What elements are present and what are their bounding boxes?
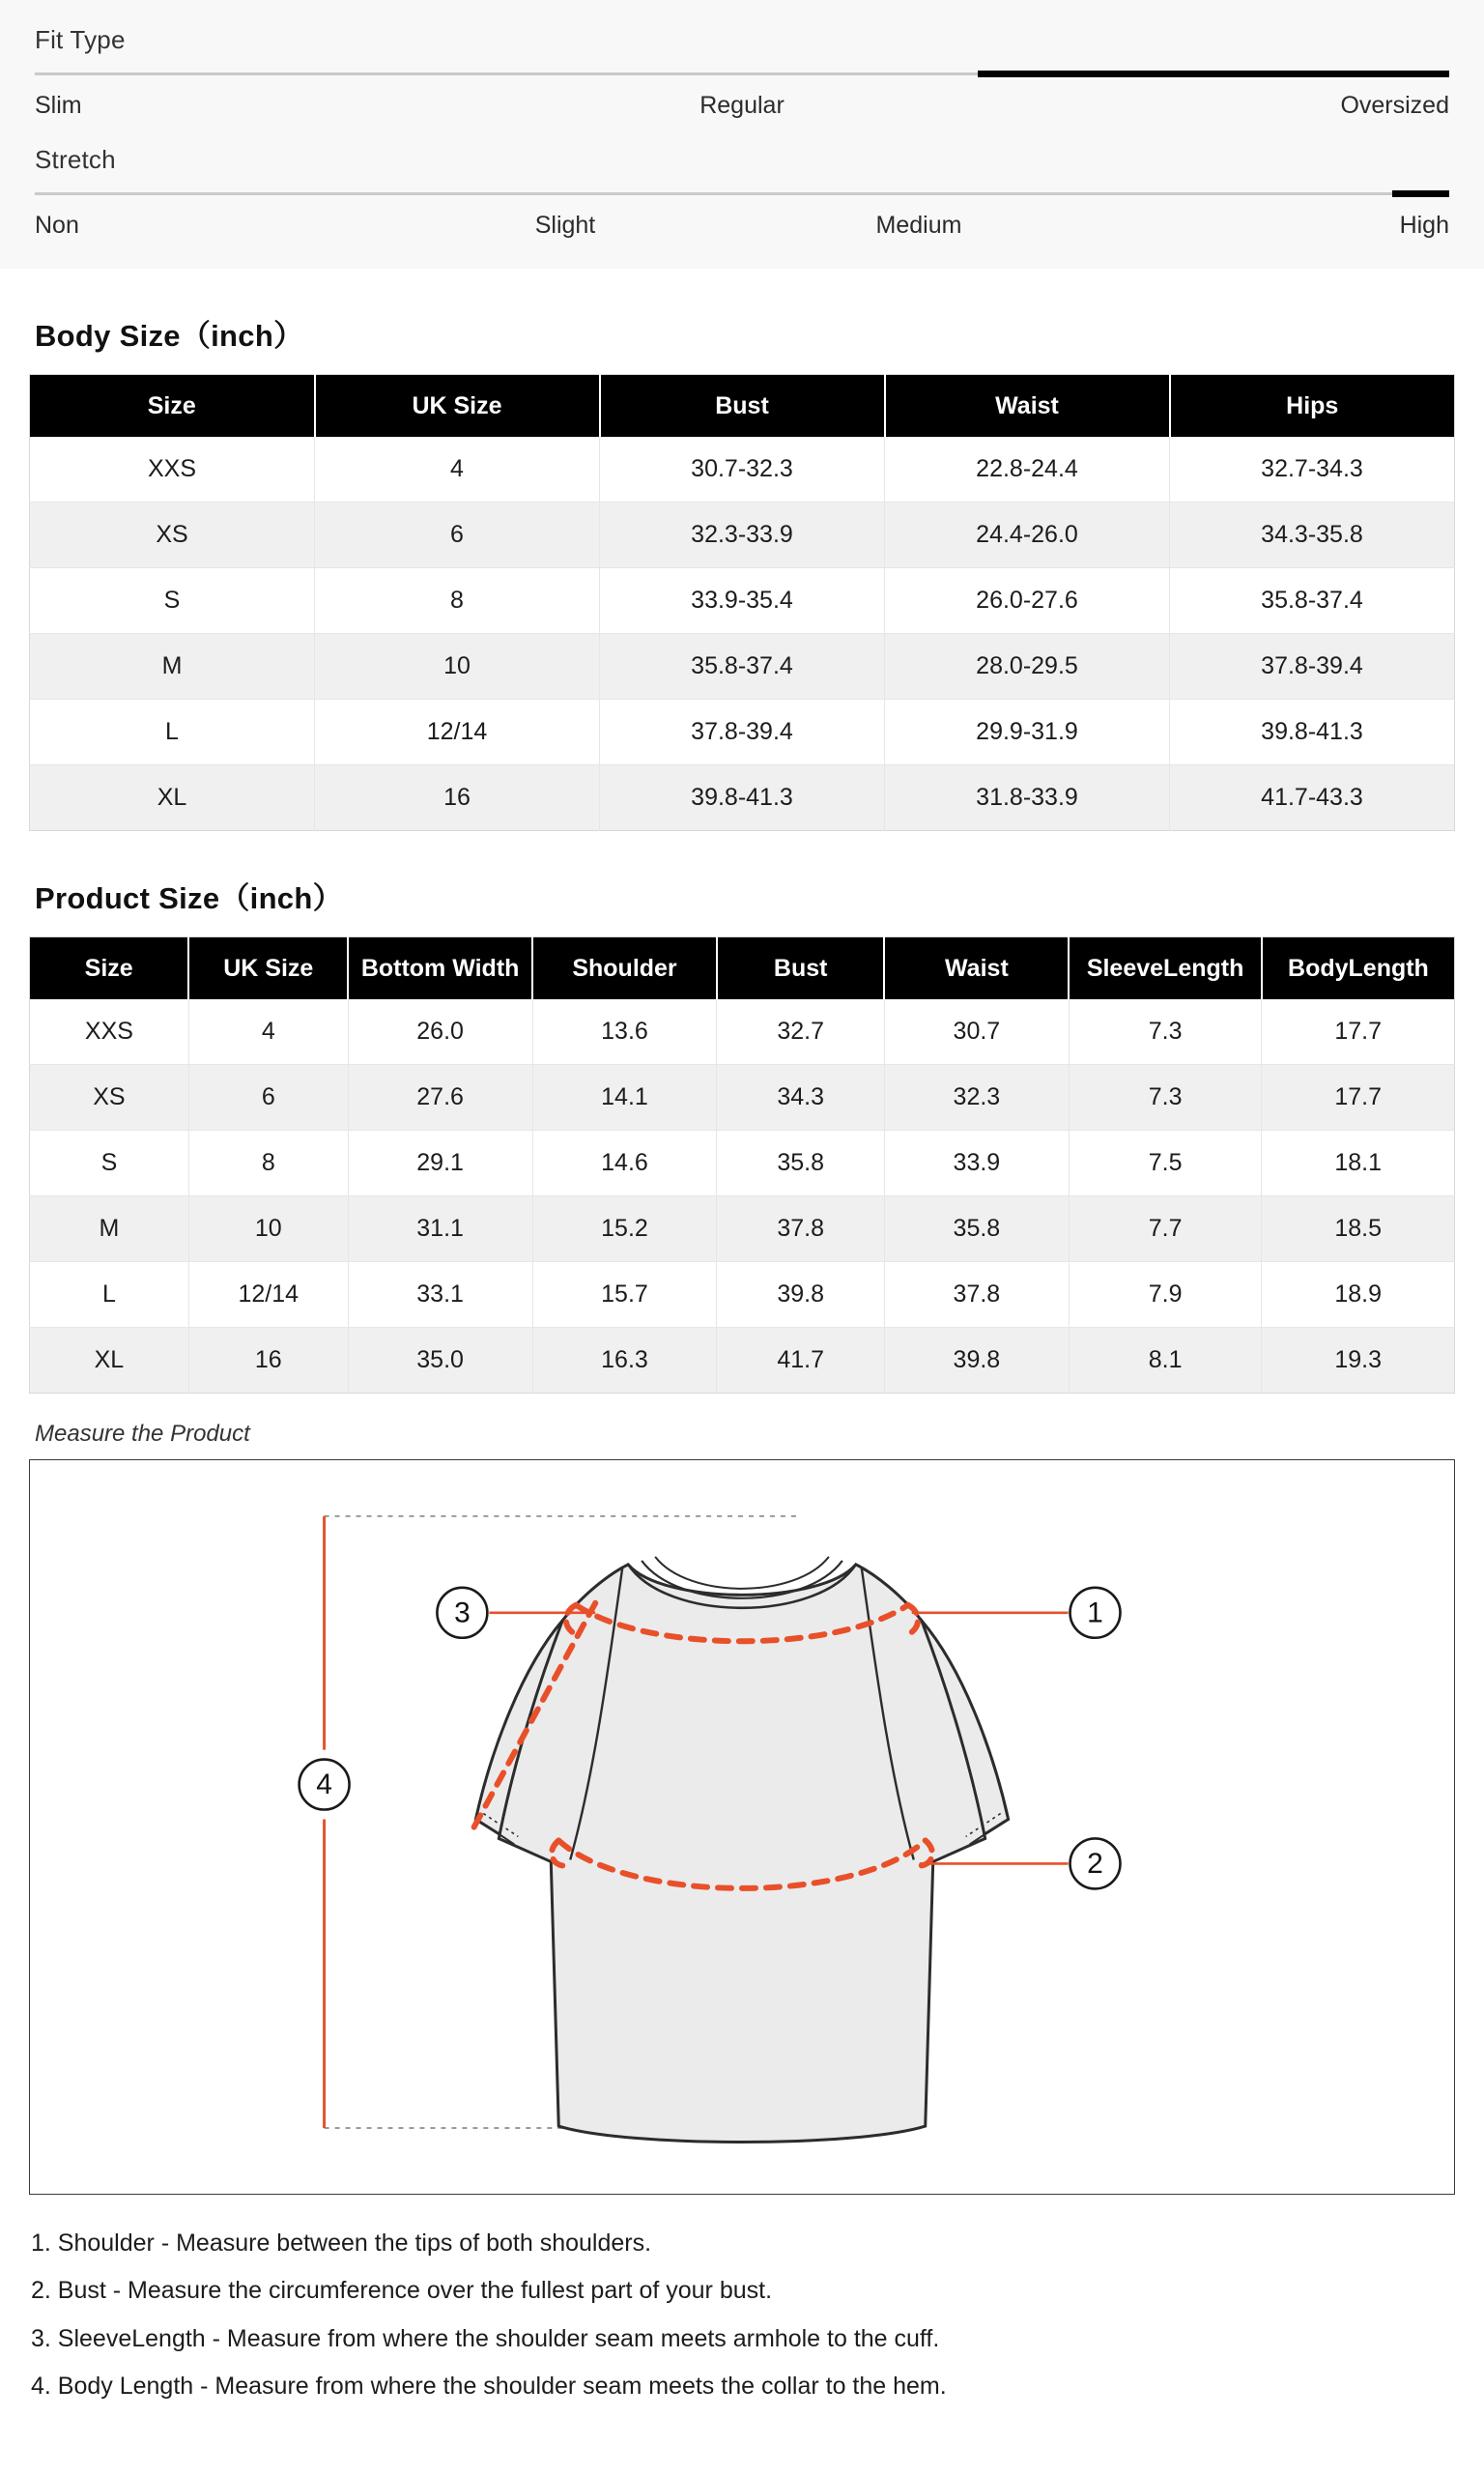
- column-header-size: Size: [30, 937, 189, 1000]
- column-header-shoulder: Shoulder: [532, 937, 717, 1000]
- cell-value: 22.8-24.4: [885, 437, 1170, 503]
- cell-value: 39.8: [717, 1262, 885, 1328]
- cell-value: 18.9: [1262, 1262, 1455, 1328]
- cell-value: 35.8: [884, 1196, 1069, 1262]
- cell-value: 39.8-41.3: [600, 765, 885, 831]
- callout-2-label: 2: [1087, 1847, 1103, 1880]
- stretch-track[interactable]: [35, 192, 1449, 195]
- measurement-note-1: 1. Shoulder - Measure between the tips of both shoulders.: [31, 2229, 652, 2257]
- measurement-note-4: 4. Body Length - Measure from where the shoulder seam meets the collar to the hem.: [31, 2373, 947, 2401]
- fit-type-option-oversized[interactable]: Oversized: [1340, 92, 1449, 119]
- callout-3-label: 3: [454, 1597, 471, 1629]
- cell-value: 8.1: [1069, 1328, 1262, 1394]
- callout-2: [1070, 1838, 1121, 1888]
- cell-value: 7.7: [1069, 1196, 1262, 1262]
- cell-value: 28.0-29.5: [885, 634, 1170, 700]
- cell-value: 34.3: [717, 1065, 885, 1131]
- cell-value: 12/14: [315, 700, 600, 765]
- cell-value: 18.5: [1262, 1196, 1455, 1262]
- cell-value: 24.4-26.0: [885, 503, 1170, 568]
- fit-group-fit-type: [35, 25, 1449, 120]
- cell-value: 13.6: [532, 999, 717, 1065]
- measurement-instructions: [0, 2195, 1484, 2440]
- cell-size: XXS: [30, 437, 315, 503]
- table-row: [30, 1328, 1455, 1394]
- cell-value: 37.8-39.4: [1170, 634, 1455, 700]
- column-header-waist: Waist: [884, 937, 1069, 1000]
- body-size-table-wrap: [0, 374, 1484, 831]
- cell-value: 26.0-27.6: [885, 568, 1170, 634]
- cell-value: 4: [188, 999, 348, 1065]
- cell-value: 8: [315, 568, 600, 634]
- garment-illustration: [30, 1460, 1454, 2194]
- table-row: [30, 1196, 1455, 1262]
- cell-size: XS: [30, 503, 315, 568]
- cell-value: 16: [315, 765, 600, 831]
- column-header-bust: Bust: [717, 937, 885, 1000]
- cell-value: 33.1: [348, 1262, 532, 1328]
- cell-value: 29.9-31.9: [885, 700, 1170, 765]
- cell-value: 6: [188, 1065, 348, 1131]
- fit-group-stretch: [35, 145, 1449, 240]
- cell-value: 10: [188, 1196, 348, 1262]
- cell-value: 10: [315, 634, 600, 700]
- product-size-table: [29, 936, 1455, 1394]
- cell-value: 7.3: [1069, 1065, 1262, 1131]
- stretch-option-non[interactable]: Non: [35, 212, 79, 239]
- stretch-title: Stretch: [35, 145, 116, 174]
- fit-type-track-fill: [978, 71, 1449, 77]
- cell-value: 4: [315, 437, 600, 503]
- cell-value: 39.8-41.3: [1170, 700, 1455, 765]
- callout-1-label: 1: [1087, 1597, 1103, 1629]
- product-size-table-head: [30, 937, 1455, 1000]
- cell-value: 35.8: [717, 1131, 885, 1196]
- measurement-note-2: 2. Bust - Measure the circumference over the fullest part of your bust.: [31, 2277, 773, 2305]
- column-header-sleevelength: SleeveLength: [1069, 937, 1262, 1000]
- cell-size: S: [30, 1131, 189, 1196]
- cell-value: 32.3: [884, 1065, 1069, 1131]
- stretch-track-fill: [1392, 190, 1449, 197]
- cell-size: M: [30, 634, 315, 700]
- stretch-scale: [35, 212, 1449, 240]
- measurement-diagram: [29, 1459, 1455, 2195]
- cell-value: 17.7: [1262, 1065, 1455, 1131]
- table-header-row: [30, 375, 1455, 438]
- collar-inner: [655, 1557, 829, 1589]
- column-header-bottom-width: Bottom Width: [348, 937, 532, 1000]
- cell-value: 31.1: [348, 1196, 532, 1262]
- cell-value: 19.3: [1262, 1328, 1455, 1394]
- fit-type-option-slim[interactable]: Slim: [35, 92, 82, 119]
- cell-value: 31.8-33.9: [885, 765, 1170, 831]
- column-header-waist: Waist: [885, 375, 1170, 438]
- cell-value: 17.7: [1262, 999, 1455, 1065]
- column-header-size: Size: [30, 375, 315, 438]
- column-header-bodylength: BodyLength: [1262, 937, 1455, 1000]
- cell-value: 37.8: [717, 1196, 885, 1262]
- cell-value: 16.3: [532, 1328, 717, 1394]
- column-header-uk-size: UK Size: [188, 937, 348, 1000]
- fit-type-scale: [35, 92, 1449, 120]
- cell-size: XS: [30, 1065, 189, 1131]
- column-header-uk-size: UK Size: [315, 375, 600, 438]
- measurement-note-3: 3. SleeveLength - Measure from where the shoulder seam meets armhole to the cuff.: [31, 2324, 940, 2352]
- product-size-table-wrap: [0, 936, 1484, 1394]
- body-size-table-head: [30, 375, 1455, 438]
- cell-size: L: [30, 700, 315, 765]
- cell-value: 18.1: [1262, 1131, 1455, 1196]
- cell-value: 41.7-43.3: [1170, 765, 1455, 831]
- cell-value: 37.8-39.4: [600, 700, 885, 765]
- cell-value: 6: [315, 503, 600, 568]
- column-header-hips: Hips: [1170, 375, 1455, 438]
- cell-size: XL: [30, 765, 315, 831]
- cell-value: 12/14: [188, 1262, 348, 1328]
- cell-value: 14.1: [532, 1065, 717, 1131]
- cell-value: 27.6: [348, 1065, 532, 1131]
- cell-value: 33.9-35.4: [600, 568, 885, 634]
- body-size-table: [29, 374, 1455, 831]
- product-size-table-body: [30, 999, 1455, 1394]
- body-size-table-body: [30, 437, 1455, 831]
- table-row: [30, 700, 1455, 765]
- cell-size: XXS: [30, 999, 189, 1065]
- cell-value: 8: [188, 1131, 348, 1196]
- cell-value: 7.9: [1069, 1262, 1262, 1328]
- cell-value: 7.3: [1069, 999, 1262, 1065]
- measure-the-product-caption: Measure the Product: [35, 1421, 250, 1447]
- cell-size: M: [30, 1196, 189, 1262]
- cell-value: 33.9: [884, 1131, 1069, 1196]
- cell-value: 16: [188, 1328, 348, 1394]
- cell-value: 30.7: [884, 999, 1069, 1065]
- cell-value: 14.6: [532, 1131, 717, 1196]
- cell-value: 35.0: [348, 1328, 532, 1394]
- callout-4-label: 4: [316, 1769, 332, 1801]
- cell-size: S: [30, 568, 315, 634]
- table-row: [30, 999, 1455, 1065]
- stretch-option-medium[interactable]: Medium: [875, 212, 962, 239]
- fit-type-track[interactable]: [35, 72, 1449, 75]
- tshirt-shape: [475, 1557, 1008, 2143]
- cell-value: 35.8-37.4: [1170, 568, 1455, 634]
- table-row: [30, 1065, 1455, 1131]
- cell-value: 26.0: [348, 999, 532, 1065]
- cell-size: XL: [30, 1328, 189, 1394]
- cell-value: 41.7: [717, 1328, 885, 1394]
- callout-1: [1070, 1588, 1121, 1638]
- callout-3: [437, 1588, 487, 1638]
- table-row: [30, 634, 1455, 700]
- cell-value: 39.8: [884, 1328, 1069, 1394]
- cell-value: 32.3-33.9: [600, 503, 885, 568]
- table-row: [30, 437, 1455, 503]
- cell-value: 37.8: [884, 1262, 1069, 1328]
- fit-type-title: Fit Type: [35, 25, 126, 54]
- cell-value: 15.2: [532, 1196, 717, 1262]
- cell-value: 7.5: [1069, 1131, 1262, 1196]
- cell-value: 15.7: [532, 1262, 717, 1328]
- table-row: [30, 503, 1455, 568]
- table-row: [30, 765, 1455, 831]
- cell-value: 32.7: [717, 999, 885, 1065]
- stretch-option-slight[interactable]: Slight: [534, 212, 596, 239]
- column-header-bust: Bust: [600, 375, 885, 438]
- stretch-option-high[interactable]: High: [1399, 212, 1449, 239]
- body-size-title: Body Size（inch）: [35, 319, 304, 353]
- cell-value: 34.3-35.8: [1170, 503, 1455, 568]
- table-row: [30, 1262, 1455, 1328]
- fit-attributes-panel: [0, 0, 1484, 269]
- cell-value: 29.1: [348, 1131, 532, 1196]
- table-row: [30, 1131, 1455, 1196]
- cell-value: 32.7-34.3: [1170, 437, 1455, 503]
- callout-4: [300, 1760, 350, 1810]
- table-header-row: [30, 937, 1455, 1000]
- cell-size: L: [30, 1262, 189, 1328]
- fit-type-option-regular[interactable]: Regular: [699, 92, 785, 119]
- cell-value: 30.7-32.3: [600, 437, 885, 503]
- product-size-title: Product Size（inch）: [35, 881, 343, 915]
- cell-value: 35.8-37.4: [600, 634, 885, 700]
- table-row: [30, 568, 1455, 634]
